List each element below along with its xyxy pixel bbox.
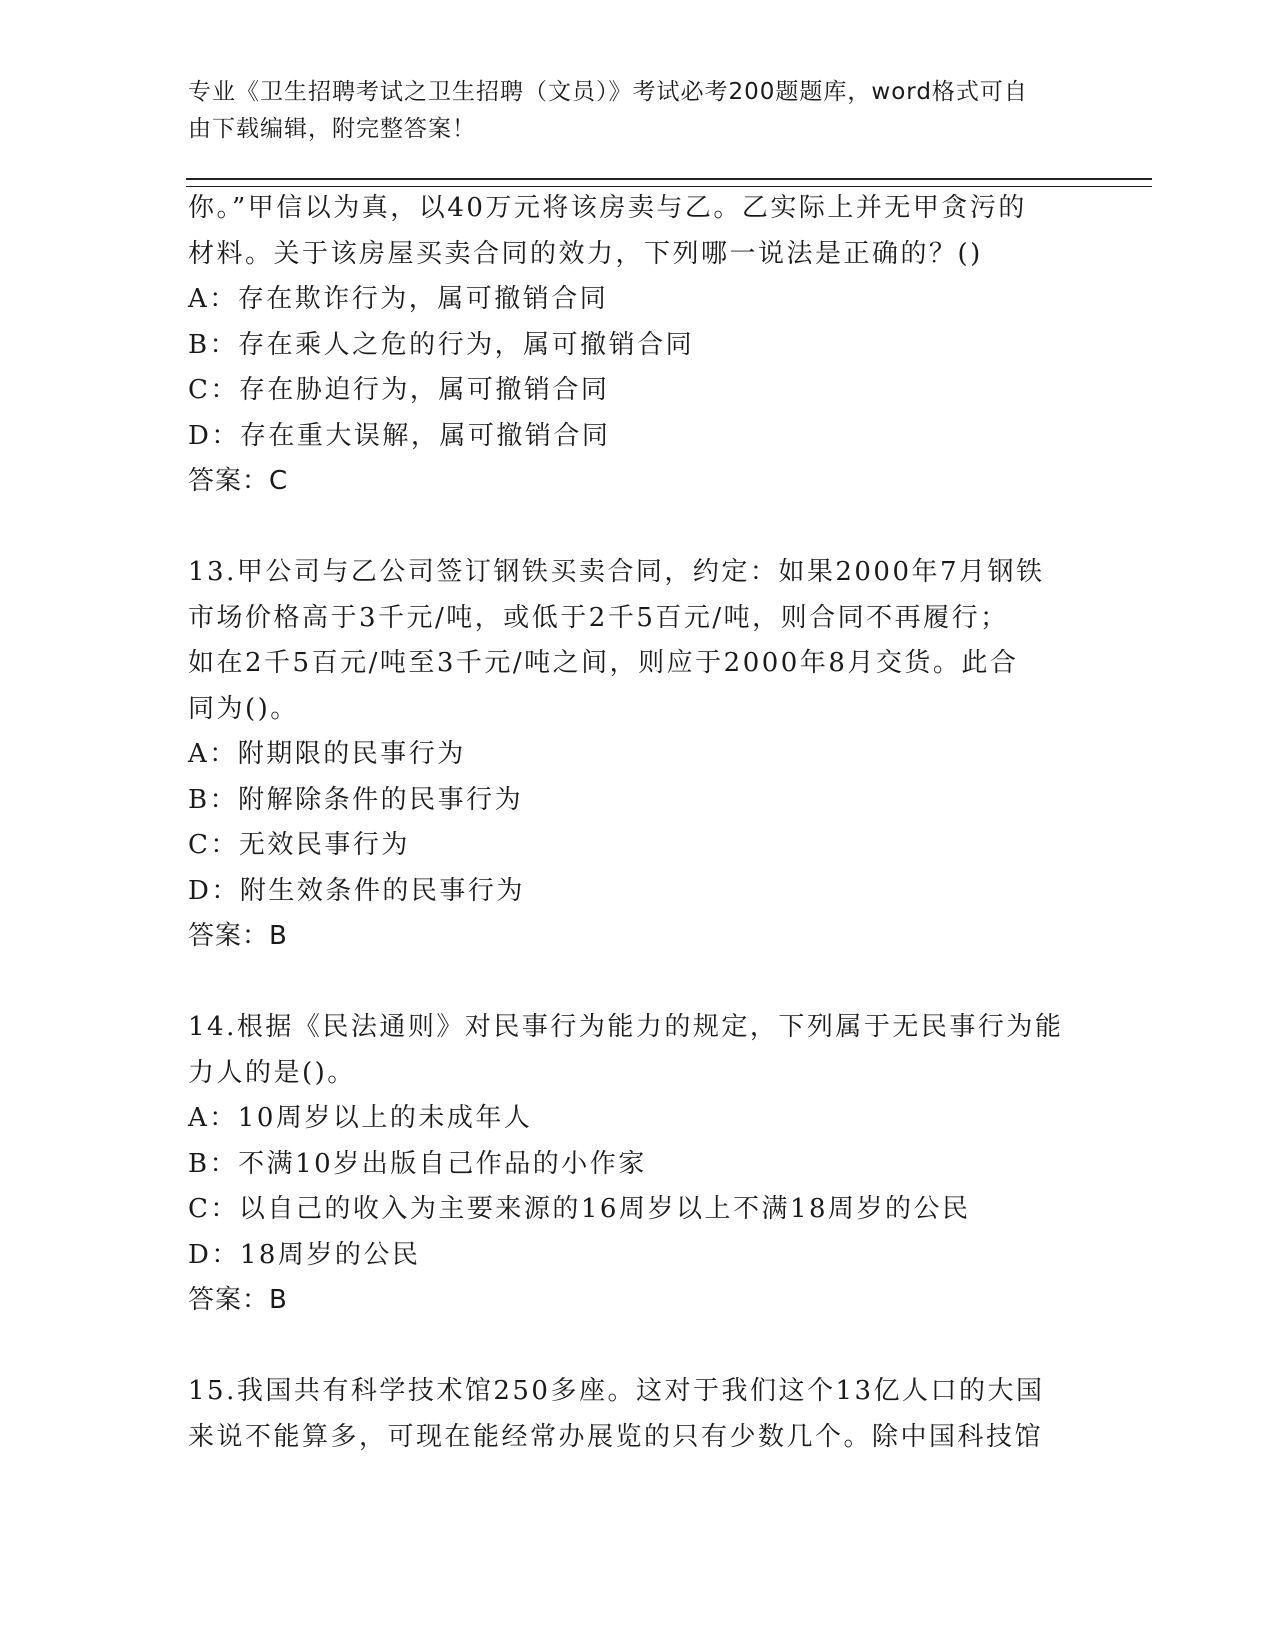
answer-label: 答案：B (188, 921, 288, 951)
document-body (188, 186, 1088, 1460)
question-stem-line: 15.我国共有科学技术馆250多座。这对于我们这个13亿人口的大国 (188, 1376, 1045, 1406)
option-c: C：以自己的收入为主要来源的16周岁以上不满18周岁的公民 (188, 1194, 971, 1224)
question-stem-line: 如在2千5百元/吨至3千元/吨之间，则应于2000年8月交货。此合 (188, 648, 1019, 678)
option-a: A：存在欺诈行为，属可撤销合同 (188, 284, 609, 314)
option-d: D：附生效条件的民事行为 (188, 875, 525, 906)
question-stem-line: 来说不能算多，可现在能经常办展览的只有少数几个。除中国科技馆 (188, 1421, 1044, 1452)
option-b: B：不满10岁出版自己作品的小作家 (188, 1148, 647, 1179)
question-stem-line: 14.根据《民法通则》对民事行为能力的规定，下列属于无民事行为能 (188, 1012, 1064, 1042)
spacer (188, 960, 1088, 1006)
question-stem-line: 同为()。 (188, 693, 299, 724)
question-stem-line: 13.甲公司与乙公司签订钢铁买卖合同，约定：如果2000年7月钢铁 (188, 557, 1045, 587)
option-b: B：存在乘人之危的行为，属可撤销合同 (188, 329, 695, 360)
option-d: D：存在重大误解，属可撤销合同 (188, 420, 611, 451)
question-stem-line: 力人的是()。 (188, 1057, 356, 1088)
spacer (188, 505, 1088, 551)
question-stem-line: 市场价格高于3千元/吨，或低于2千5百元/吨，则合同不再履行； (188, 602, 1009, 633)
option-b: B：附解除条件的民事行为 (188, 784, 524, 815)
header-title-line-1: 专业《卫生招聘考试之卫生招聘（文员）》考试必考200题题库，word格式可自 (188, 79, 1028, 105)
page-header (188, 74, 1088, 148)
option-a: A：附期限的民事行为 (188, 739, 466, 769)
option-c: C：无效民事行为 (188, 830, 410, 860)
question-13 (188, 550, 1088, 960)
option-c: C：存在胁迫行为，属可撤销合同 (188, 375, 610, 405)
answer-label: 答案：C (188, 466, 289, 496)
option-a: A：10周岁以上的未成年人 (188, 1103, 533, 1133)
question-12 (188, 186, 1088, 505)
question-stem-line: 材料。关于该房屋买卖合同的效力，下列哪一说法是正确的？() (188, 238, 983, 269)
answer-label: 答案：B (188, 1285, 288, 1315)
option-d: D：18周岁的公民 (188, 1239, 421, 1270)
question-15 (188, 1369, 1088, 1460)
spacer (188, 1324, 1088, 1370)
header-title-line-2: 由下载编辑，附完整答案！ (188, 116, 476, 142)
question-14 (188, 1005, 1088, 1324)
question-stem-line: 你。”甲信以为真，以40万元将该房卖与乙。乙实际上并无甲贪污的 (188, 193, 1027, 223)
